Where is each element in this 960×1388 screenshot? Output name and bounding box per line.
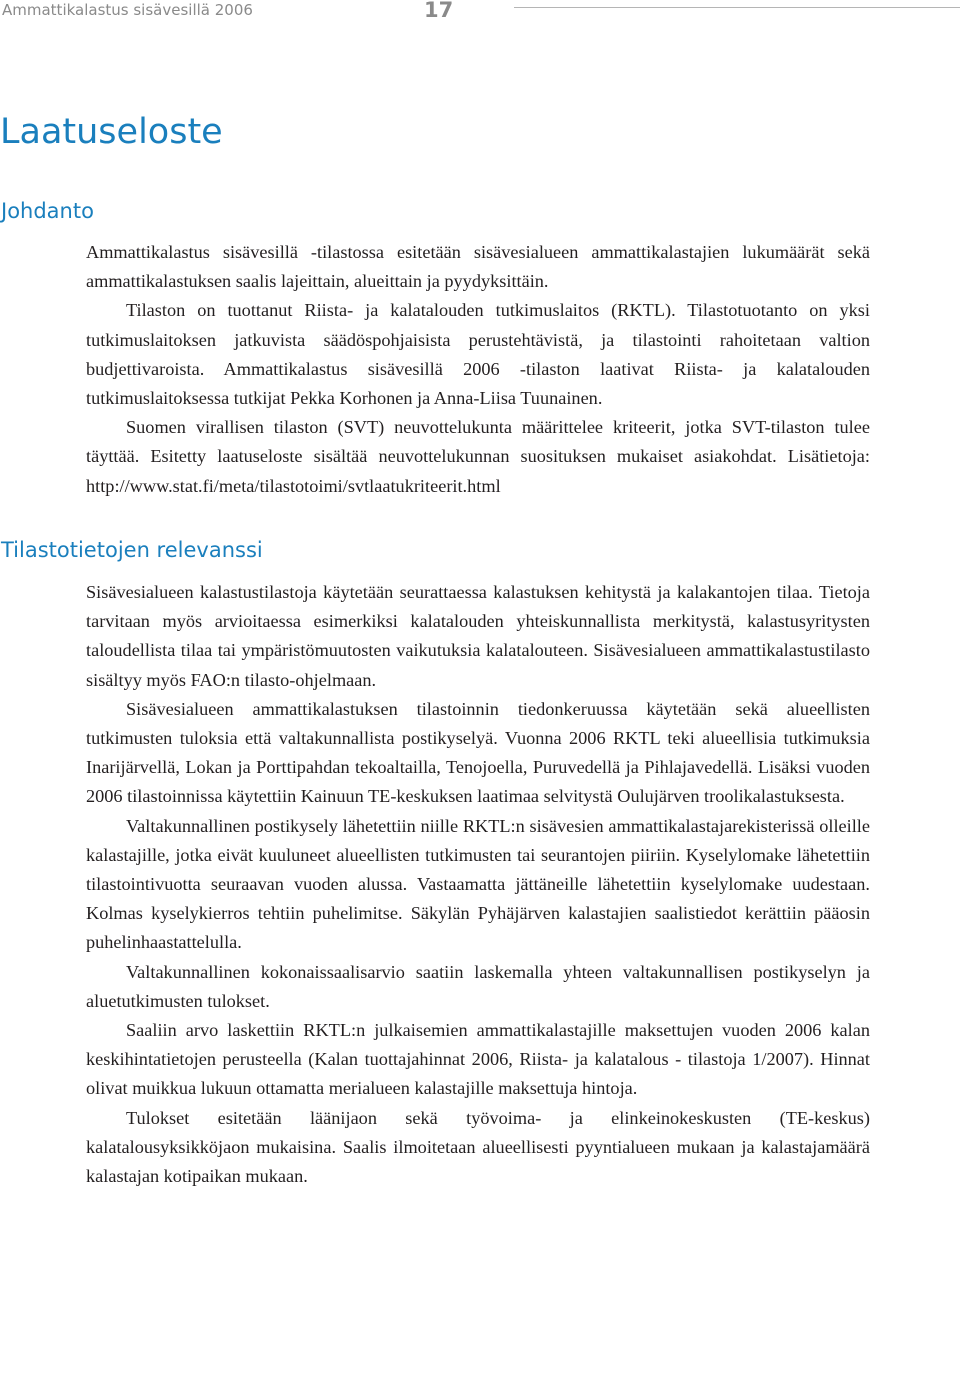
intro-body bbox=[86, 238, 870, 501]
paragraph: Sisävesialueen kalastustilastoja käytetään seurattaessa kalastuksen kehitystä ja kalakantojen tilaa. Tietoja tarvitaan myös arvioitaessa esimerkiksi kalatalouden yhteiskunnallista merkitystä, kalastusyritysten taloudellista tilaa tai ympäristömuutosten vaikutuksia kalatalouteen. Sisävesialueen ammattikalastustilasto sisältyy myös FAO:n tilasto-ohjelmaan. bbox=[86, 582, 870, 690]
section-heading-relevanssi: Tilastotietojen relevanssi bbox=[1, 538, 263, 562]
paragraph: Valtakunnallinen postikysely lähetettiin niille RKTL:n sisävesien ammattikalastajarekisterissä olleille kalastajille, jotka eivät kuuluneet alueellisten tutkimusten tai seurantojen piiriin. Kyselylomake lähetettiin tilastointivuotta seuraavan vuoden alussa. Vastaamatta jättäneille lähetettiin kyselylomake uudestaan. Kolmas kyselykierros tehtiin puhelimitse. Säkylän Pyhäjärven kalastajien saalistiedot kerättiin pääosin puhelinhaastattelulla. bbox=[86, 815, 870, 953]
relevance-body bbox=[86, 578, 870, 1191]
header-divider bbox=[514, 7, 960, 8]
paragraph: Valtakunnallinen kokonaissaalisarvio saatiin laskemalla yhteen valtakunnallisen postikyselyn ja aluetutkimusten tulokset. bbox=[86, 961, 870, 1011]
paragraph: Saaliin arvo laskettiin RKTL:n julkaisemien ammattikalastajille maksettujen vuoden 2006 kalan keskihintatietojen perusteella (Kalan tuottajahinnat 2006, Riista- ja kalatalous - tilastoja 1/2007). Hinnat olivat muikkua lukuun ottamatta merialueen kalastajille maksettuja hintoja. bbox=[86, 1020, 870, 1099]
section-heading-johdanto: Johdanto bbox=[1, 199, 94, 223]
running-title: Ammattikalastus sisävesillä 2006 bbox=[2, 1, 253, 19]
paragraph: Tulokset esitetään läänijaon sekä työvoima- ja elinkeinokeskusten (TE-keskus) kalatalousyksikköjaon mukaisina. Saalis ilmoitetaan alueellisesti pyyntialueen mukaan ja kalastajamäärä kalastajan kotipaikan mukaan. bbox=[86, 1107, 870, 1187]
paragraph: Ammattikalastus sisävesillä -tilastossa esitetään sisävesialueen ammattikalastajien lukumäärät sekä ammattikalastuksen saalis lajeittain, alueittain ja pyydyksittäin. bbox=[86, 242, 870, 292]
page-header bbox=[0, 0, 960, 30]
paragraph: Suomen virallisen tilaston (SVT) neuvottelukunta määrittelee kriteerit, jotka SVT-tilaston tulee täyttää. Esitetty laatuseloste sisältää neuvottelukunnan suosituksen mukaiset asiakohdat. Lisätietoja: http://www.stat.fi/meta/tilastotoimi/svtlaatukriteerit.html bbox=[86, 417, 870, 496]
page-number: 17 bbox=[424, 0, 454, 22]
paragraph: Tilaston on tuottanut Riista- ja kalatalouden tutkimuslaitos (RKTL). Tilastotuotanto on yksi tutkimuslaitoksen jatkuvista säädöspohjaisista perustehtävistä, ja tilastointi rahoitetaan valtion budjettivaroista. Ammattikalastus sisävesillä 2006 -tilaston laativat Riista- ja kalatalouden tutkimuslaitoksessa tutkijat Pekka Korhonen ja Anna-Liisa Tuunainen. bbox=[86, 300, 870, 409]
paragraph: Sisävesialueen ammattikalastuksen tilastoinnin tiedonkeruussa käytetään sekä alueellisten tutkimusten tuloksia että valtakunnallista postikyselyä. Vuonna 2006 RKTL teki alueellisia tutkimuksia Inarijärvellä, Lokan ja Porttipahdan tekoaltailla, Tenojoella, Puruvedellä ja Pihlajavedellä. Lisäksi vuoden 2006 tilastoinnissa käytettiin Kainuun TE-keskuksen laatimaa selvitystä Oulujärven troolikalastuksesta. bbox=[86, 698, 870, 807]
page-title: Laatuseloste bbox=[0, 112, 223, 152]
